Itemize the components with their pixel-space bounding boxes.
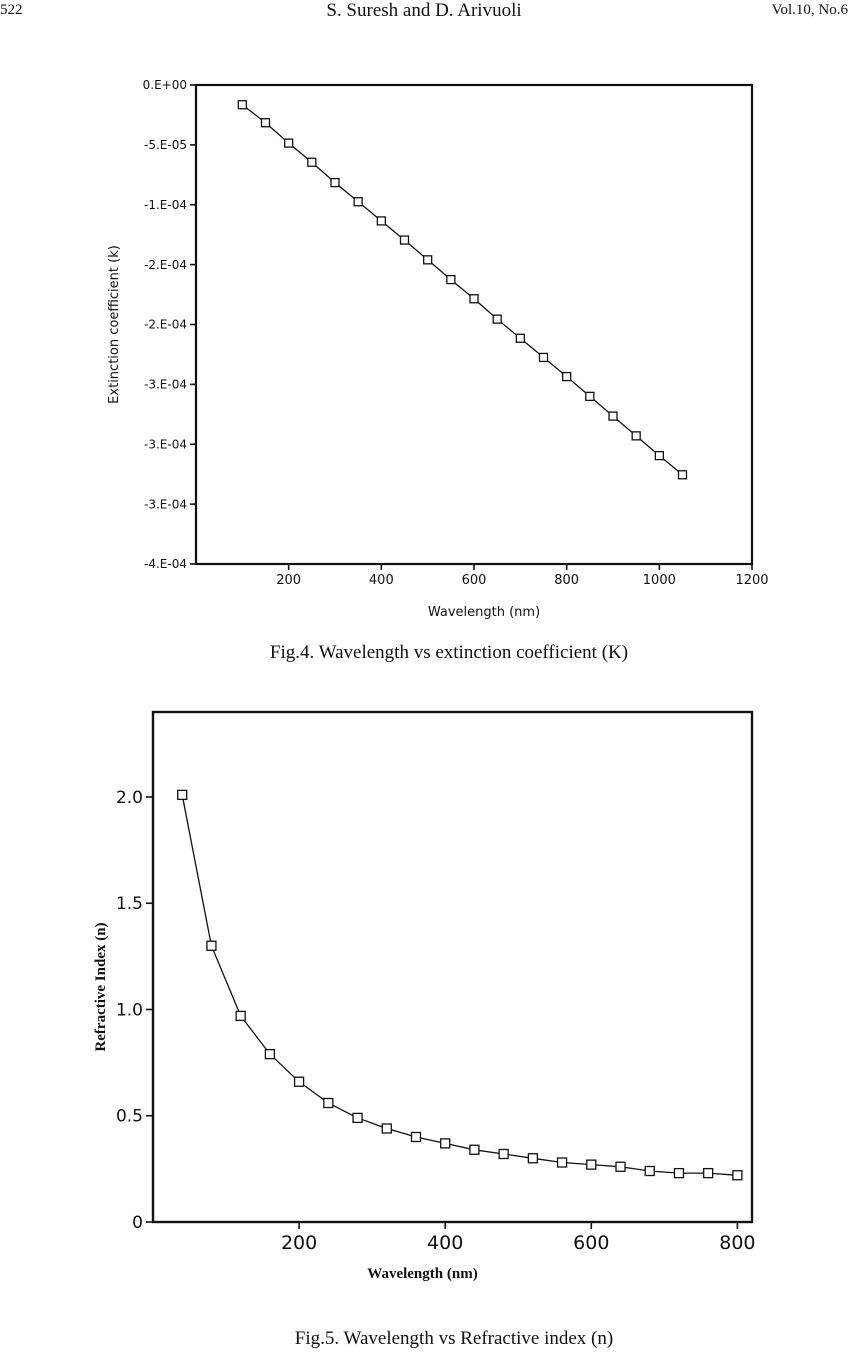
x-tick-label: 400 xyxy=(368,573,394,588)
data-point-marker xyxy=(632,432,640,440)
data-point-marker xyxy=(295,1077,304,1086)
data-point-marker xyxy=(704,1169,713,1178)
data-point-marker xyxy=(236,1011,245,1020)
y-tick-label: 1.0 xyxy=(115,1000,143,1021)
data-point-marker xyxy=(470,295,478,303)
data-point-marker xyxy=(353,1113,362,1122)
data-point-marker xyxy=(645,1167,654,1176)
data-point-marker xyxy=(540,353,548,361)
running-header-authors: S. Suresh and D. Arivuoli xyxy=(326,0,522,21)
plot-frame xyxy=(196,85,752,564)
data-point-marker xyxy=(401,236,409,244)
y-tick-label: -1.E-04 xyxy=(144,197,187,212)
data-point-marker xyxy=(411,1133,420,1142)
x-tick-label: 800 xyxy=(554,573,580,588)
data-point-marker xyxy=(354,198,362,206)
y-axis-label: Extinction coefficient (k) xyxy=(107,245,122,404)
data-point-marker xyxy=(377,217,385,225)
figure-4-caption: Fig.4. Wavelength vs extinction coefficient (K) xyxy=(269,642,629,663)
y-tick-label: 0 xyxy=(132,1212,143,1233)
data-point-marker xyxy=(499,1150,508,1159)
data-point-marker xyxy=(558,1158,567,1167)
x-tick-label: 1200 xyxy=(735,573,769,588)
data-point-marker xyxy=(470,1145,479,1154)
data-point-marker xyxy=(679,471,687,479)
y-tick-label: 0.E+00 xyxy=(142,78,187,93)
y-tick-label: -4.E-04 xyxy=(144,557,187,572)
data-point-marker xyxy=(285,139,293,147)
figure-5-caption: Fig.5. Wavelength vs Refractive index (n) xyxy=(294,1328,614,1349)
y-tick-label: -3.E-04 xyxy=(144,377,187,392)
data-point-marker xyxy=(516,334,524,342)
x-axis-label: Wavelength (nm) xyxy=(427,605,541,620)
data-point-marker xyxy=(587,1160,596,1169)
x-tick-label: 600 xyxy=(461,573,487,588)
data-point-marker xyxy=(238,101,246,109)
data-point-marker xyxy=(674,1169,683,1178)
data-point-marker xyxy=(528,1154,537,1163)
x-tick-label: 200 xyxy=(276,573,302,588)
data-point-marker xyxy=(733,1171,742,1180)
y-tick-label: 0.5 xyxy=(115,1106,143,1127)
data-point-marker xyxy=(324,1099,333,1108)
data-point-marker xyxy=(265,1050,274,1059)
journal-volume: Vol.10, No.6 xyxy=(771,2,848,18)
data-point-marker xyxy=(382,1124,391,1133)
data-point-marker xyxy=(586,392,594,400)
y-axis-label: Refractive Index (n) xyxy=(93,922,109,1052)
data-point-marker xyxy=(262,119,270,127)
x-tick-label: 600 xyxy=(573,1232,610,1254)
x-tick-label: 200 xyxy=(280,1232,318,1254)
data-point-marker xyxy=(331,179,339,187)
y-tick-label: 2.0 xyxy=(115,787,143,808)
y-tick-label: 1.5 xyxy=(115,894,143,915)
data-point-marker xyxy=(308,158,316,166)
data-point-marker xyxy=(616,1162,625,1171)
data-point-marker xyxy=(493,315,501,323)
page-number: 522 xyxy=(0,2,23,18)
data-point-marker xyxy=(609,412,617,420)
data-point-marker xyxy=(563,373,571,381)
x-tick-label: 800 xyxy=(719,1232,756,1254)
figure-4-chart xyxy=(0,70,848,640)
data-point-marker xyxy=(207,941,216,950)
data-point-marker xyxy=(424,256,432,264)
data-point-marker xyxy=(447,276,455,284)
data-point-marker xyxy=(655,452,663,460)
y-tick-label: -3.E-04 xyxy=(144,437,187,452)
x-axis-label: Wavelength (nm) xyxy=(367,1266,478,1282)
series-line xyxy=(182,795,737,1175)
data-point-marker xyxy=(441,1139,450,1148)
figure-5-chart xyxy=(0,700,848,1300)
x-tick-label: 400 xyxy=(427,1232,464,1254)
y-tick-label: -5.E-05 xyxy=(144,138,187,153)
y-tick-label: -2.E-04 xyxy=(144,317,187,332)
y-tick-label: -2.E-04 xyxy=(144,257,187,272)
y-tick-label: -3.E-04 xyxy=(144,497,187,512)
x-tick-label: 1000 xyxy=(642,573,676,588)
data-point-marker xyxy=(178,790,187,799)
